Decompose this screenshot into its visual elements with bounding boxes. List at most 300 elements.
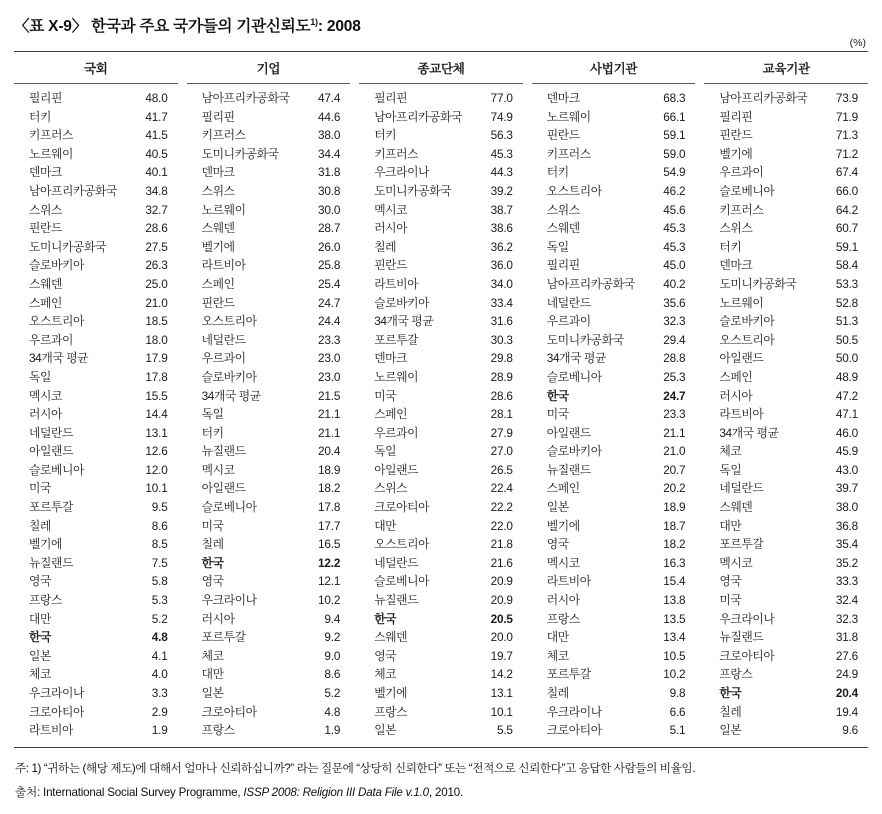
value-label: 59.1	[663, 128, 686, 143]
country-label: 칠레	[201, 537, 224, 552]
table-row	[14, 498, 178, 517]
column-body	[532, 84, 696, 747]
country-label: 필리핀	[29, 91, 62, 105]
value-label: 22.4	[490, 481, 513, 496]
table-row	[359, 256, 523, 275]
value-label: 23.0	[318, 369, 341, 384]
country-label: 슬로바키아	[201, 369, 257, 384]
table-row	[359, 89, 523, 108]
table-row	[14, 182, 178, 201]
country-label: 슬로바키아	[29, 258, 84, 273]
value-label: 25.0	[145, 276, 168, 291]
value-label: 6.6	[669, 704, 686, 719]
country-label: 멕시코	[546, 555, 580, 570]
value-label: 1.9	[151, 723, 168, 738]
country-label: 미국	[29, 481, 51, 496]
country-label: 멕시코	[29, 388, 62, 403]
table-row	[187, 721, 351, 740]
table-row	[359, 312, 523, 331]
value-label: 12.0	[145, 462, 168, 477]
country-label: 스페인	[201, 276, 235, 291]
value-label: 20.9	[490, 593, 513, 608]
value-label: 27.9	[490, 425, 513, 440]
table-row	[14, 628, 178, 647]
table-row	[14, 572, 178, 591]
country-label: 라트비아	[719, 407, 764, 422]
table-column-5	[704, 52, 868, 747]
table-row	[532, 368, 696, 387]
table-row	[359, 591, 523, 610]
country-label: 터키	[546, 165, 569, 180]
country-label: 멕시코	[719, 555, 753, 570]
country-label: 영국	[374, 648, 397, 663]
country-label: 노르웨이	[546, 109, 591, 124]
value-label: 13.4	[663, 630, 686, 645]
table-row	[359, 684, 523, 703]
value-label: 33.3	[835, 574, 858, 589]
country-label: 우크라이나	[374, 165, 430, 180]
value-label: 34.8	[145, 183, 168, 198]
table-row	[187, 610, 351, 629]
country-label: 우르과이	[719, 165, 764, 180]
value-label: 21.0	[145, 295, 168, 310]
table-row	[187, 331, 351, 350]
country-label: 스웨덴	[374, 630, 408, 645]
country-label: 스웨덴	[546, 221, 580, 236]
country-label: 일본	[374, 723, 397, 738]
table-row	[532, 424, 696, 443]
value-label: 28.9	[490, 369, 513, 384]
table-row	[359, 219, 523, 238]
country-label: 핀란드	[374, 258, 408, 273]
country-label: 포르투갈	[374, 332, 419, 347]
value-label: 59.0	[663, 146, 686, 161]
table-row	[704, 256, 868, 275]
country-label: 러시아	[374, 221, 408, 236]
table-row	[14, 312, 178, 331]
value-label: 5.2	[324, 686, 341, 700]
value-label: 32.4	[835, 593, 858, 608]
table-row	[14, 108, 178, 127]
table-row	[359, 554, 523, 573]
country-label: 우크라이나	[719, 611, 775, 626]
table-row	[704, 684, 868, 703]
value-label: 27.5	[145, 239, 168, 254]
value-label: 71.9	[835, 109, 858, 124]
column-header: 사법기관	[532, 52, 696, 84]
table-row	[14, 405, 178, 424]
table-row	[359, 610, 523, 629]
country-label: 미국	[719, 593, 742, 608]
table-row	[14, 684, 178, 703]
country-label: 라트비아	[29, 723, 73, 738]
country-label: 노르웨이	[719, 295, 764, 310]
country-label: 벨기에	[546, 518, 580, 533]
table-row	[14, 424, 178, 443]
table-row	[359, 368, 523, 387]
value-label: 17.8	[145, 369, 168, 384]
table-row	[532, 461, 696, 480]
table-row	[359, 108, 523, 127]
table-row	[14, 219, 178, 238]
country-label: 스위스	[29, 202, 62, 217]
value-label: 10.2	[318, 593, 341, 608]
table-column-1	[14, 52, 178, 747]
table-row	[187, 479, 351, 498]
column-body	[187, 84, 351, 747]
value-label: 71.2	[835, 146, 858, 161]
value-label: 46.0	[835, 425, 858, 440]
table-row	[704, 517, 868, 536]
value-label: 29.4	[663, 332, 686, 347]
table-row	[359, 275, 523, 294]
country-label: 영국	[29, 574, 51, 589]
table-row	[704, 238, 868, 257]
value-label: 39.2	[490, 183, 513, 198]
table-row	[359, 145, 523, 164]
value-label: 30.8	[318, 183, 341, 198]
value-label: 21.6	[490, 555, 513, 570]
table-row	[359, 461, 523, 480]
value-label: 74.9	[490, 109, 513, 124]
value-label: 23.3	[663, 407, 686, 422]
country-label: 34개국 평균	[719, 425, 779, 440]
footnotes-block	[14, 761, 868, 801]
value-label: 20.4	[835, 686, 858, 700]
country-label: 포르투갈	[546, 667, 591, 682]
table-row	[14, 647, 178, 666]
table-row	[14, 275, 178, 294]
country-label: 대만	[201, 667, 224, 682]
value-label: 32.3	[663, 314, 686, 329]
table-row	[359, 331, 523, 350]
country-label: 프랑스	[546, 611, 580, 626]
value-label: 23.0	[318, 351, 341, 366]
value-label: 45.3	[663, 221, 686, 236]
country-label: 핀란드	[201, 295, 235, 310]
table-row	[532, 628, 696, 647]
value-label: 24.9	[835, 667, 858, 682]
table-row	[704, 312, 868, 331]
value-label: 24.4	[318, 314, 341, 329]
country-label: 덴마크	[201, 165, 235, 180]
value-label: 67.4	[835, 165, 858, 180]
unit-label: (%)	[849, 37, 866, 49]
value-label: 26.3	[145, 258, 168, 273]
value-label: 18.2	[318, 481, 341, 496]
table-row	[704, 201, 868, 220]
table-row	[187, 703, 351, 722]
value-label: 18.9	[663, 500, 686, 515]
country-label: 필리핀	[374, 91, 408, 105]
column-header: 종교단체	[359, 52, 523, 84]
value-label: 30.3	[490, 332, 513, 347]
value-label: 35.4	[835, 537, 858, 552]
country-label: 터키	[29, 109, 51, 124]
table-row	[359, 517, 523, 536]
table-row	[704, 610, 868, 629]
table-title-main: 〈표 X-9〉 한국과 주요 국가들의 기관신뢰도	[14, 18, 311, 35]
value-label: 9.4	[324, 611, 341, 626]
table-row	[704, 442, 868, 461]
table-row	[14, 331, 178, 350]
table-row	[704, 294, 868, 313]
value-label: 38.7	[490, 202, 513, 217]
table-row	[14, 610, 178, 629]
country-label: 프랑스	[29, 593, 62, 608]
country-label: 키프러스	[374, 146, 419, 161]
country-label: 일본	[546, 500, 569, 515]
table-row	[14, 387, 178, 406]
value-label: 20.9	[490, 574, 513, 589]
table-row	[187, 387, 351, 406]
country-label: 독일	[719, 462, 742, 477]
value-label: 4.8	[324, 704, 341, 719]
table-title-year: : 2008	[317, 18, 361, 35]
country-label: 슬로바키아	[546, 444, 602, 459]
value-label: 12.6	[145, 444, 168, 459]
country-label: 한국	[374, 611, 397, 626]
table-row	[14, 126, 178, 145]
table-row	[704, 628, 868, 647]
country-label: 벨기에	[29, 537, 62, 552]
country-label: 스페인	[374, 407, 408, 422]
value-label: 2.9	[151, 704, 168, 719]
value-label: 35.6	[663, 295, 686, 310]
country-label: 영국	[546, 537, 569, 552]
table-row	[359, 294, 523, 313]
value-label: 20.2	[663, 481, 686, 496]
table-row	[532, 517, 696, 536]
value-label: 45.3	[490, 146, 513, 161]
country-label: 스위스	[546, 202, 580, 217]
country-label: 체코	[374, 667, 397, 682]
table-row	[187, 108, 351, 127]
table-row	[14, 479, 178, 498]
country-label: 한국	[29, 630, 51, 645]
country-label: 우르과이	[374, 425, 419, 440]
country-label: 일본	[719, 723, 742, 738]
table-row	[359, 721, 523, 740]
value-label: 28.8	[663, 351, 686, 366]
country-label: 슬로베니아	[546, 369, 602, 384]
value-label: 45.9	[835, 444, 858, 459]
value-label: 29.8	[490, 351, 513, 366]
country-label: 오스트리아	[29, 314, 84, 329]
table-row	[187, 461, 351, 480]
table-row	[187, 591, 351, 610]
country-label: 남아프리카공화국	[719, 91, 808, 105]
value-label: 20.0	[490, 630, 513, 645]
table-row	[532, 108, 696, 127]
value-label: 25.4	[318, 276, 341, 291]
country-label: 러시아	[546, 593, 580, 608]
table-row	[359, 498, 523, 517]
country-label: 네덜란드	[29, 425, 73, 440]
value-label: 5.2	[151, 611, 168, 626]
table-row	[532, 703, 696, 722]
value-label: 18.2	[663, 537, 686, 552]
country-label: 아일랜드	[719, 351, 764, 366]
table-row	[532, 442, 696, 461]
country-label: 오스트리아	[201, 314, 257, 329]
value-label: 9.5	[151, 500, 168, 515]
country-label: 영국	[719, 574, 742, 589]
value-label: 20.4	[318, 444, 341, 459]
table-row	[187, 442, 351, 461]
value-label: 20.5	[490, 611, 513, 626]
table-row	[14, 535, 178, 554]
table-row	[532, 498, 696, 517]
value-label: 31.6	[490, 314, 513, 329]
country-label: 도미니카공화국	[201, 146, 279, 161]
country-label: 우크라이나	[201, 593, 257, 608]
country-label: 우크라이나	[546, 704, 602, 719]
value-label: 39.7	[835, 481, 858, 496]
table-row	[187, 219, 351, 238]
table-row	[532, 535, 696, 554]
country-label: 오스트리아	[719, 332, 775, 347]
value-label: 32.7	[145, 202, 168, 217]
table-row	[704, 591, 868, 610]
table-row	[14, 256, 178, 275]
table-row	[704, 461, 868, 480]
value-label: 56.3	[490, 128, 513, 143]
table-row	[704, 387, 868, 406]
table-row	[532, 479, 696, 498]
table-row	[704, 572, 868, 591]
table-row	[704, 182, 868, 201]
country-label: 뉴질랜드	[201, 444, 246, 459]
value-label: 21.1	[318, 407, 341, 422]
table-row	[187, 535, 351, 554]
value-label: 40.5	[145, 146, 168, 161]
column-header: 교육기관	[704, 52, 868, 84]
value-label: 24.7	[663, 388, 686, 403]
value-label: 34.4	[318, 146, 341, 161]
country-label: 노르웨이	[29, 146, 73, 161]
value-label: 18.7	[663, 518, 686, 533]
table-row	[359, 201, 523, 220]
value-label: 26.0	[318, 239, 341, 254]
country-label: 스웨덴	[29, 276, 62, 291]
country-label: 슬로바키아	[374, 295, 430, 310]
table-row	[532, 665, 696, 684]
country-label: 칠레	[29, 518, 51, 533]
value-label: 40.1	[145, 165, 168, 180]
country-label: 독일	[374, 444, 397, 459]
value-label: 38.0	[835, 500, 858, 515]
table-row	[532, 554, 696, 573]
table-row	[359, 126, 523, 145]
footnote: 주: 1) “귀하는 (해당 제도)에 대해서 얼마나 신뢰하십니까?” 라는 질문에 “상당히 신뢰한다” 또는 “전적으로 신뢰한다”고 응답한 사람들의 비율임.	[15, 761, 696, 775]
value-label: 13.5	[663, 611, 686, 626]
table-row	[14, 703, 178, 722]
table-row	[187, 294, 351, 313]
column-body	[359, 84, 523, 747]
table-row	[14, 201, 178, 220]
country-label: 노르웨이	[201, 202, 246, 217]
table-row	[359, 535, 523, 554]
country-label: 덴마크	[546, 91, 580, 105]
country-label: 대만	[719, 518, 742, 533]
value-label: 46.2	[663, 183, 686, 198]
value-label: 4.1	[151, 648, 168, 663]
value-label: 24.7	[318, 295, 341, 310]
value-label: 3.3	[151, 686, 168, 700]
trust-table	[14, 51, 868, 748]
value-label: 8.6	[324, 667, 341, 682]
country-label: 미국	[201, 518, 224, 533]
value-label: 47.2	[835, 388, 858, 403]
country-label: 도미니카공화국	[719, 276, 797, 291]
country-label: 뉴질랜드	[546, 462, 591, 477]
table-row	[187, 201, 351, 220]
country-label: 우르과이	[546, 314, 591, 329]
value-label: 5.8	[151, 574, 168, 589]
table-row	[532, 182, 696, 201]
country-label: 남아프리카공화국	[374, 109, 463, 124]
table-row	[187, 275, 351, 294]
table-row	[532, 572, 696, 591]
table-row	[704, 331, 868, 350]
country-label: 포르투갈	[29, 500, 73, 515]
table-row	[704, 145, 868, 164]
value-label: 25.3	[663, 369, 686, 384]
country-label: 노르웨이	[374, 369, 419, 384]
value-label: 10.5	[663, 648, 686, 663]
country-label: 필리핀	[201, 109, 235, 124]
country-label: 덴마크	[374, 351, 408, 366]
country-label: 스위스	[719, 221, 753, 236]
value-label: 14.2	[490, 667, 513, 682]
table-row	[532, 126, 696, 145]
value-label: 77.0	[490, 91, 513, 105]
table-row	[704, 163, 868, 182]
value-label: 71.3	[835, 128, 858, 143]
country-label: 포르투갈	[719, 537, 764, 552]
value-label: 36.0	[490, 258, 513, 273]
value-label: 5.1	[669, 723, 686, 738]
table-row	[187, 145, 351, 164]
source-suffix: , 2010.	[428, 785, 463, 799]
table-row	[532, 294, 696, 313]
value-label: 27.6	[835, 648, 858, 663]
country-label: 34개국 평균	[29, 351, 89, 366]
table-row	[14, 461, 178, 480]
country-label: 남아프리카공화국	[201, 91, 290, 105]
table-row	[532, 312, 696, 331]
value-label: 40.2	[663, 276, 686, 291]
country-label: 남아프리카공화국	[29, 183, 117, 198]
value-label: 5.5	[496, 723, 513, 738]
value-label: 43.0	[835, 462, 858, 477]
value-label: 13.1	[145, 425, 168, 440]
country-label: 키프러스	[719, 202, 764, 217]
table-row	[187, 163, 351, 182]
value-label: 66.1	[663, 109, 686, 124]
country-label: 아일랜드	[374, 462, 419, 477]
table-row	[187, 684, 351, 703]
value-label: 9.6	[842, 723, 858, 738]
table-row	[14, 89, 178, 108]
table-row	[359, 424, 523, 443]
table-row	[187, 312, 351, 331]
table-row	[14, 163, 178, 182]
value-label: 28.1	[490, 407, 513, 422]
country-label: 미국	[546, 407, 569, 422]
country-label: 터키	[201, 425, 224, 440]
